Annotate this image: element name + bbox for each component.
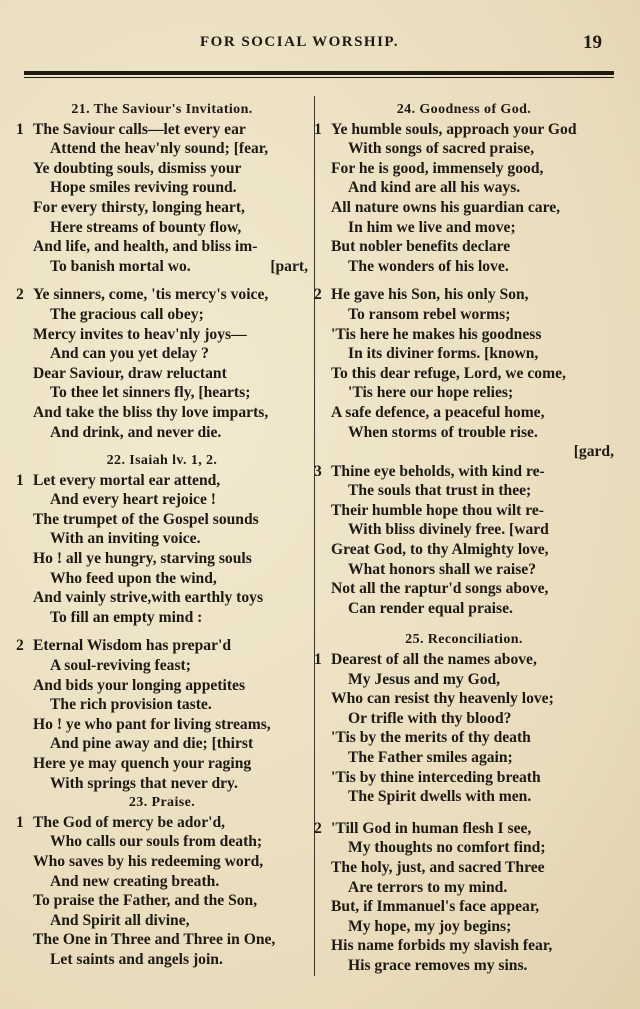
verse-line: But, if Immanuel's face appear, — [331, 898, 540, 916]
verse-line: Or trifle with thy blood? — [348, 709, 512, 727]
verse-line: And drink, and never die. — [50, 423, 222, 441]
verse-line: To fill an empty mind : — [50, 608, 203, 626]
verse-line: In him we live and move; — [348, 218, 516, 236]
verse-line: Let saints and angels join. — [50, 950, 223, 968]
verse-line: And bids your longing appetites — [33, 676, 246, 694]
verse-number: 2 — [16, 286, 24, 304]
verse-line: To thee let sinners fly, [hearts; — [50, 384, 251, 402]
verse-line — [314, 442, 614, 462]
verse-line: My Jesus and my God, — [348, 670, 501, 688]
verse-line: And every heart rejoice ! — [50, 491, 216, 509]
verse-line: For every thirsty, longing heart, — [33, 198, 245, 216]
verse-line: Not all the raptur'd songs above, — [331, 580, 549, 598]
verse-line: To praise the Father, and the Son, — [33, 892, 258, 910]
verse-line: 2 Ye sinners, come, 'tis mercy's voice, — [16, 286, 269, 304]
verse-line: 'Tis here he makes his goodness — [331, 325, 542, 343]
verse-line: In its diviner forms. [known, — [348, 345, 539, 363]
hymn-title: 23. Praise. — [128, 795, 196, 811]
verse-line: 'Tis here our hope relies; — [348, 384, 514, 402]
header-rule — [24, 71, 614, 75]
verse-line: And vainly strive,with earthly toys — [33, 589, 264, 607]
verse-number: 2 — [314, 819, 322, 837]
verse-line: Who saves by his redeeming word, — [33, 852, 264, 870]
running-head: FOR SOCIAL WORSHIP. — [200, 34, 399, 50]
page-number: 19 — [583, 32, 602, 53]
verse-line: With springs that never dry. — [50, 774, 238, 792]
verse-line: Their humble hope thou wilt re- — [331, 501, 544, 519]
verse-line: Can render equal praise. — [348, 599, 513, 617]
verse-line: The Father smiles again; — [348, 749, 513, 766]
verse-line: Attend the heav'nly sound; [fear, — [50, 140, 269, 158]
verse-line: For he is good, immensely good, — [331, 159, 544, 177]
verse-line: When storms of trouble rise. — [348, 423, 538, 441]
verse-line: Who can resist thy heavenly love; — [331, 690, 554, 708]
verse-line: The gracious call obey; — [50, 305, 204, 323]
verse-number: 1 — [314, 651, 322, 669]
verse-line: But nobler benefits declare — [331, 238, 511, 256]
verse-line: 1 Ye humble souls, approach your God — [314, 120, 577, 138]
verse-number: 2 — [16, 637, 24, 655]
verse-line: The holy, just, and sacred Three — [331, 858, 545, 876]
verse-number: 1 — [314, 120, 322, 138]
verse-line: What honors shall we raise? — [348, 560, 537, 578]
verse-line: With an inviting voice. — [50, 530, 201, 548]
verse-line: Here ye may quench your raging — [33, 755, 252, 772]
verse-line: To ransom rebel worms; — [348, 305, 511, 323]
verse-line: 2 He gave his Son, his only Son, — [314, 286, 529, 304]
verse-line: Ho ! all ye hungry, starving souls — [33, 550, 252, 568]
verse-line: The Spirit dwells with men. — [348, 788, 532, 806]
verse-line: Mercy invites to heav'nly joys— — [33, 325, 247, 343]
verse-line: His grace removes my sins. — [348, 956, 528, 974]
verse-line: His name forbids my slavish fear, — [331, 937, 553, 955]
verse-line: 2 'Till God in human flesh I see, — [314, 819, 532, 837]
verse-line: Dear Saviour, draw reluctant — [33, 364, 227, 382]
verse-line: 'Tis by thine interceding breath — [331, 768, 541, 786]
verse-line: Great God, to thy Almighty love, — [331, 541, 549, 559]
verse-line: Who calls our souls from death; — [50, 833, 263, 851]
verse-line: 2 Eternal Wisdom has prepar'd — [16, 637, 231, 655]
verse-line: 'Tis by the merits of thy death — [331, 729, 531, 747]
verse-line: With bliss divinely free. [ward — [348, 521, 549, 539]
hymn-title: 22. Isaiah lv. 1, 2. — [106, 453, 218, 469]
verse-line: The One in Three and Three in One, — [33, 931, 276, 949]
verse-line: A soul-reviving feast; — [50, 657, 191, 675]
verse-line: Here streams of bounty flow, — [50, 218, 242, 236]
verse-number: 1 — [16, 813, 24, 831]
verse-line: A safe defence, a peaceful home, — [331, 403, 545, 421]
verse-line: And pine away and die; [thirst — [50, 735, 254, 753]
verse-line: The souls that trust in thee; — [348, 482, 532, 500]
verse-number: 1 — [16, 471, 24, 489]
hymn-title: 25. Reconciliation. — [405, 632, 523, 648]
verse-line: And life, and health, and bliss im- — [33, 238, 258, 256]
verse-number: 2 — [314, 286, 322, 304]
verse-line: And Spirit all divine, — [50, 911, 190, 929]
verse-line: And can you yet delay ? — [50, 345, 209, 363]
verse-line: And kind are all his ways. — [348, 179, 521, 197]
left-column — [16, 100, 308, 970]
verse-line: The wonders of his love. — [348, 257, 509, 275]
verse-line: My thoughts no comfort find; — [348, 839, 546, 857]
verse-number: 3 — [314, 462, 322, 480]
verse-line: And take the bliss thy love imparts, — [33, 403, 269, 421]
verse-line: The trumpet of the Gospel sounds — [33, 510, 259, 528]
turnover: [part, — [270, 257, 308, 275]
verse-line: 3 Thine eye beholds, with kind re- — [314, 462, 545, 480]
verse-line: 1 The Saviour calls—let every ear — [16, 120, 246, 138]
page-header — [0, 30, 640, 60]
hymn-title: 21. The Saviour's Invitation. — [71, 102, 253, 117]
verse-line: All nature owns his guardian care, — [331, 198, 561, 216]
verse-line: 1 The God of mercy be ador'd, — [16, 813, 226, 831]
verse-line: 1 Dearest of all the names above, — [314, 651, 537, 669]
verse-line: Ho ! ye who pant for living streams, — [33, 715, 271, 733]
verse-line: And new creating breath. — [50, 872, 220, 890]
verse-line: To banish mortal wo. [part, — [50, 257, 308, 275]
verse-line: With songs of sacred praise, — [348, 140, 535, 158]
verse-line: Hope smiles reviving round. — [50, 179, 237, 197]
header-rule-thin — [24, 77, 614, 78]
verse-number: 1 — [16, 120, 24, 138]
verse-line: To this dear refuge, Lord, we come, — [331, 364, 566, 382]
verse-line: The rich provision taste. — [50, 696, 212, 714]
verse-line: Who feed upon the wind, — [50, 569, 217, 587]
verse-line: Are terrors to my mind. — [348, 878, 508, 896]
verse-line: Ye doubting souls, dismiss your — [33, 159, 242, 177]
right-column — [314, 100, 614, 976]
turnover: [gard, — [573, 443, 614, 461]
hymn-title: 24. Goodness of God. — [396, 102, 532, 117]
verse-line: My hope, my joy begins; — [348, 917, 512, 935]
verse-line: 1 Let every mortal ear attend, — [16, 471, 221, 489]
